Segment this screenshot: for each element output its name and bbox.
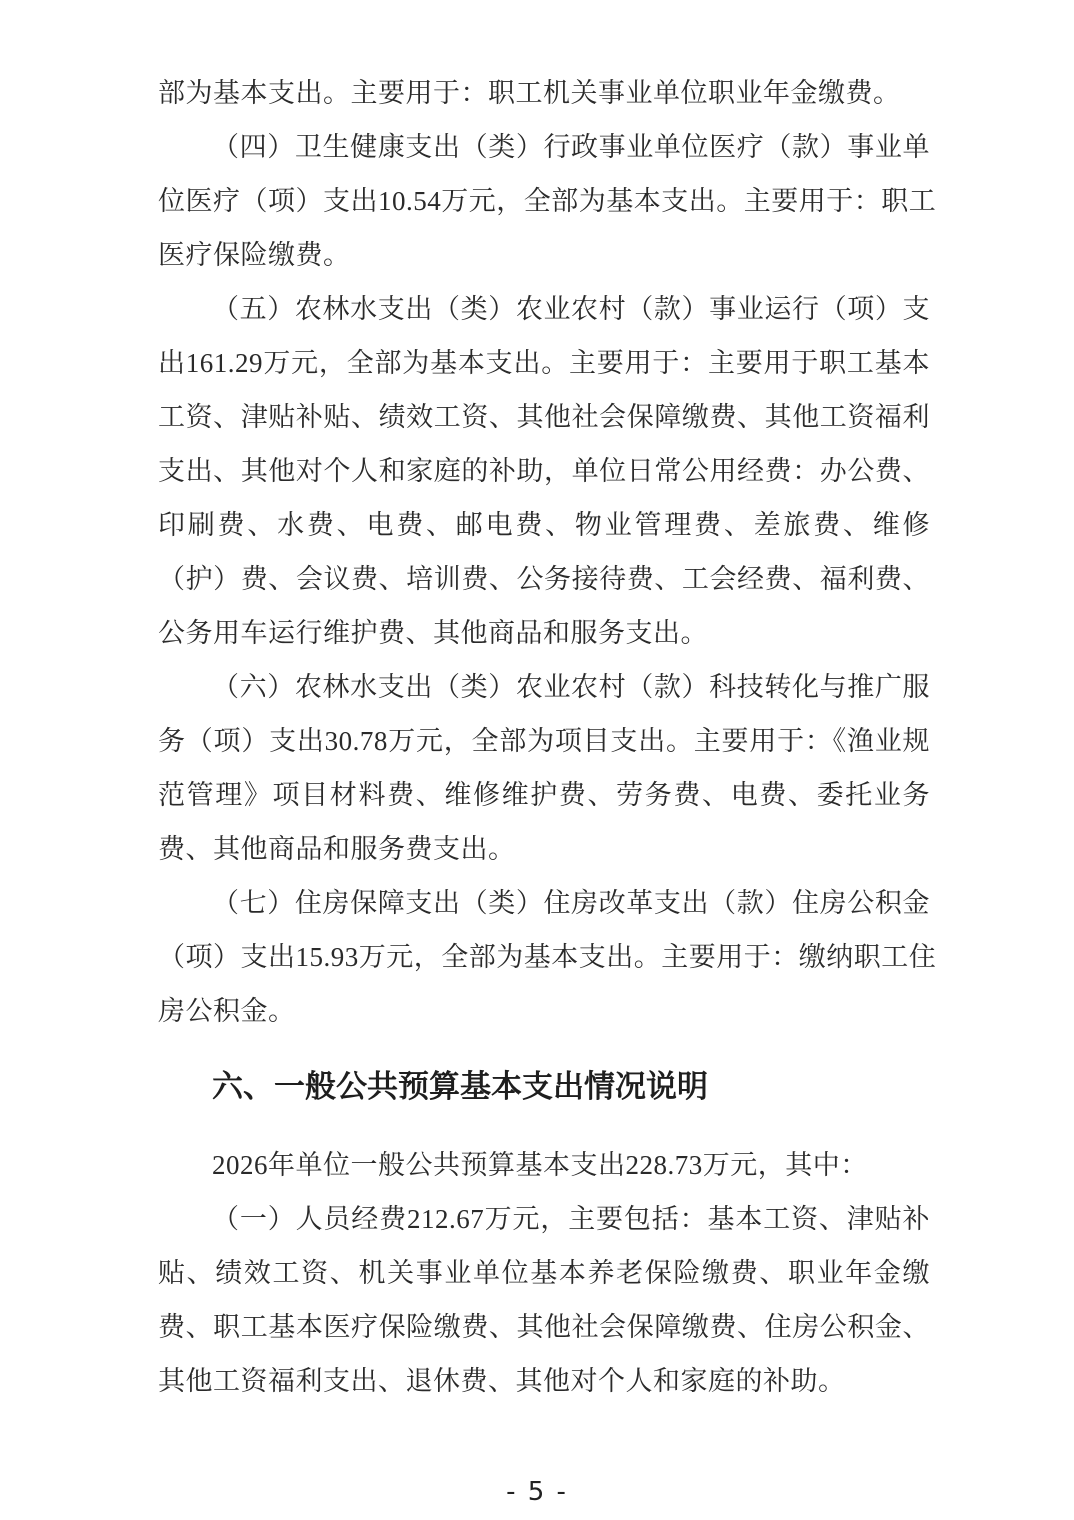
text-line: 务（项）支出30.78万元，全部为项目支出。主要用于：《渔业规 xyxy=(158,726,930,756)
section-heading: 六、一般公共预算基本支出情况说明 xyxy=(212,1069,708,1105)
text-line: （五）农林水支出（类）农业农村（款）事业运行（项）支 xyxy=(212,294,930,324)
text-line: 公务用车运行维护费、其他商品和服务支出。 xyxy=(158,618,708,648)
text-line: 位医疗（项）支出10.54万元，全部为基本支出。主要用于：职工 xyxy=(158,186,937,216)
text-line: （护）费、会议费、培训费、公务接待费、工会经费、福利费、 xyxy=(158,564,930,594)
text-line: （六）农林水支出（类）农业农村（款）科技转化与推广服 xyxy=(212,672,930,702)
text-line: （一）人员经费212.67万元，主要包括：基本工资、津贴补 xyxy=(212,1204,930,1234)
text-line: 支出、其他对个人和家庭的补助，单位日常公用经费：办公费、 xyxy=(158,456,930,486)
text-line: （七）住房保障支出（类）住房改革支出（款）住房公积金 xyxy=(212,888,930,918)
text-line: 费、职工基本医疗保险缴费、其他社会保障缴费、住房公积金、 xyxy=(158,1312,930,1342)
text-line: （项）支出15.93万元，全部为基本支出。主要用于：缴纳职工住 xyxy=(158,942,937,972)
text-line: 贴、绩效工资、机关事业单位基本养老保险缴费、职业年金缴 xyxy=(158,1258,930,1288)
text-line: 出161.29万元，全部为基本支出。主要用于：主要用于职工基本 xyxy=(158,348,930,378)
text-line: 费、其他商品和服务费支出。 xyxy=(158,834,516,864)
text-line: 其他工资福利支出、退休费、其他对个人和家庭的补助。 xyxy=(158,1366,846,1396)
text-line: （四）卫生健康支出（类）行政事业单位医疗（款）事业单 xyxy=(212,132,930,162)
text-line: 2026年单位一般公共预算基本支出228.73万元，其中： xyxy=(212,1150,868,1180)
document-body xyxy=(158,66,937,1408)
text-line: 房公积金。 xyxy=(158,996,296,1026)
text-line: 印刷费、水费、电费、邮电费、物业管理费、差旅费、维修 xyxy=(158,510,930,540)
page-number: - 5 - xyxy=(506,1477,568,1507)
text-line: 医疗保险缴费。 xyxy=(158,240,351,270)
text-line: 工资、津贴补贴、绩效工资、其他社会保障缴费、其他工资福利 xyxy=(158,402,930,432)
text-line: 范管理》项目材料费、维修维护费、劳务费、电费、委托业务 xyxy=(158,780,930,810)
text-line: 部为基本支出。主要用于：职工机关事业单位职业年金缴费。 xyxy=(158,78,901,108)
